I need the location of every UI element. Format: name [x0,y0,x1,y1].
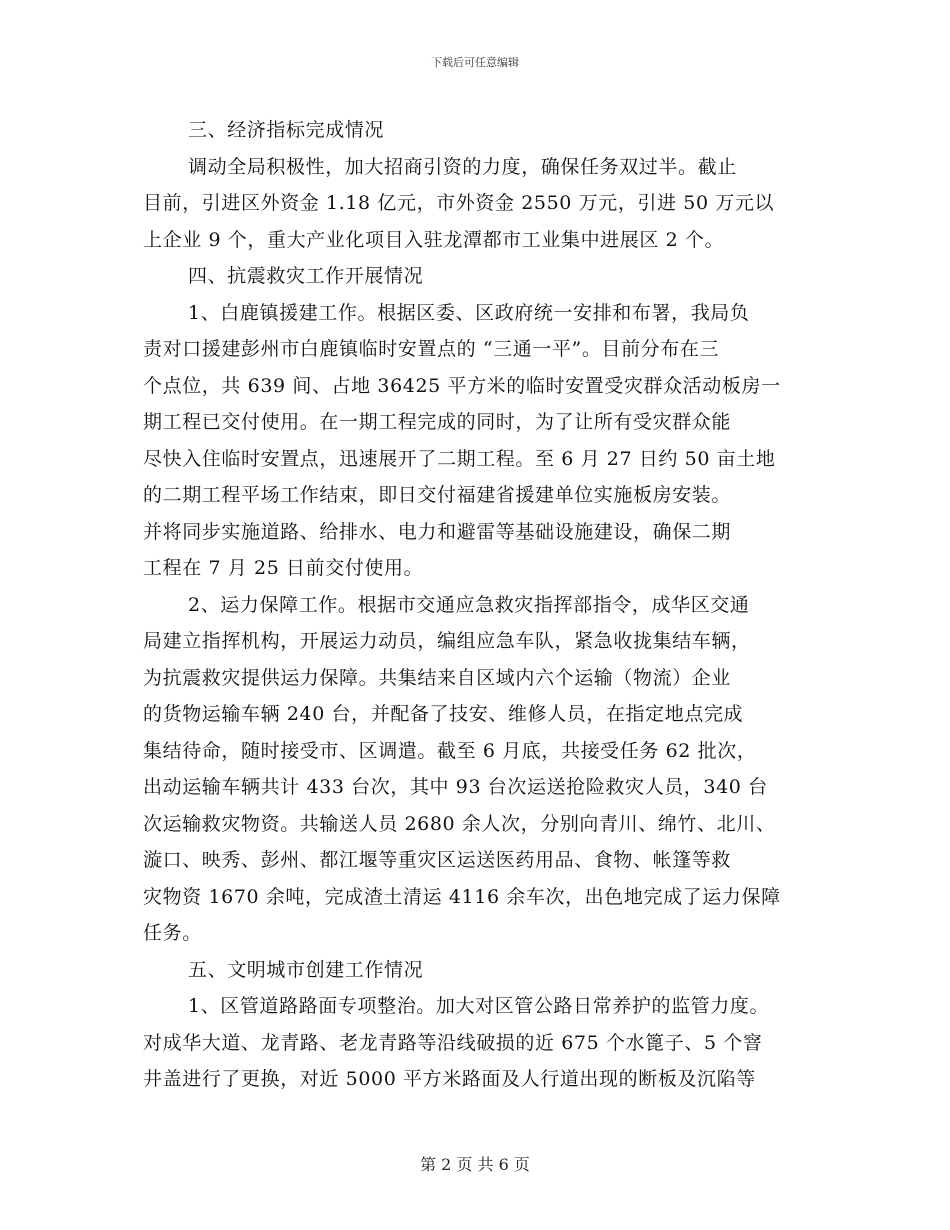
text-line: 井盖进行了更换，对近 5000 平方米路面及人行道出现的断板及沉陷等 [143,1068,756,1090]
text-line: 期工程已交付使用。在一期工程完成的同时，为了让所有受灾群众能 [143,411,732,433]
text-line: 灾物资 1670 余吨，完成渣土清运 4116 余车次，出色地完成了运力保障 [143,885,781,908]
text-line: 1、白鹿镇援建工作。根据区委、区政府统一安排和布署，我局负 [188,301,750,324]
text-line: 五、文明城市创建工作情况 [188,958,424,981]
text-line: 集结待命，随时接受市、区调遣。截至 6 月底，共接受任务 62 批次， [143,739,757,762]
document-body [143,112,823,1098]
text-line: 的二期工程平场工作结束，即日交付福建省援建单位实施板房安装。 [143,484,732,506]
text-line: 个点位，共 639 间、占地 36425 平方米的临时安置受灾群众活动板房一 [143,374,781,397]
text-line: 调动全局积极性，加大招商引资的力度，确保任务双过半。截止 [188,155,737,178]
text-line: 并将同步实施道路、给排水、电力和避雷等基础设施建设，确保二期 [143,520,732,543]
text-line: 责对口援建彭州市白鹿镇临时安置点的 “三通一平”。目前分布在三 [143,338,720,360]
text-line: 局建立指挥机构，开展运力动员，编组应急车队，紧急收拢集结车辆， [143,630,751,652]
text-line: 次运输救灾物资。共输送人员 2680 余人次，分别向青川、绵竹、北川、 [143,812,776,835]
text-line: 三、经济指标完成情况 [188,119,385,141]
page-header: 下载后可任意编辑 [431,56,519,69]
text-line: 漩口、映秀、彭州、都江堰等重灾区运送医药用品、食物、帐篷等救 [143,849,732,871]
text-line: 为抗震救灾提供运力保障。共集结来自区域内六个运输（物流）企业 [143,666,732,689]
text-line: 任务。 [143,922,202,944]
text-line: 目前，引进区外资金 1.18 亿元，市外资金 2550 万元，引进 50 万元以 [143,192,775,214]
text-line: 2、运力保障工作。根据市交通应急救灾指挥部指令，成华区交通 [188,593,750,616]
page-footer: 第 2 页 共 6 页 [420,1155,530,1174]
text-line: 1、区管道路路面专项整治。加大对区管公路日常养护的监管力度。 [188,995,770,1017]
text-line: 的货物运输车辆 240 台，并配备了技安、维修人员，在指定地点完成 [143,703,744,725]
text-line: 尽快入住临时安置点，迅速展开了二期工程。至 6 月 27 日约 50 亩土地 [143,447,776,470]
text-line: 对成华大道、龙青路、老龙青路等沿线破损的近 675 个水篦子、5 个窨 [143,1031,763,1054]
text-line: 出动运输车辆共计 433 台次，其中 93 台次运送抢险救灾人员，340 台 [143,776,768,798]
text-line: 工程在 7 月 25 日前交付使用。 [143,557,424,579]
text-line: 上企业 9 个，重大产业化项目入驻龙潭都市工业集中进展区 2 个。 [143,228,725,251]
text-line: 四、抗震救灾工作开展情况 [188,265,424,287]
